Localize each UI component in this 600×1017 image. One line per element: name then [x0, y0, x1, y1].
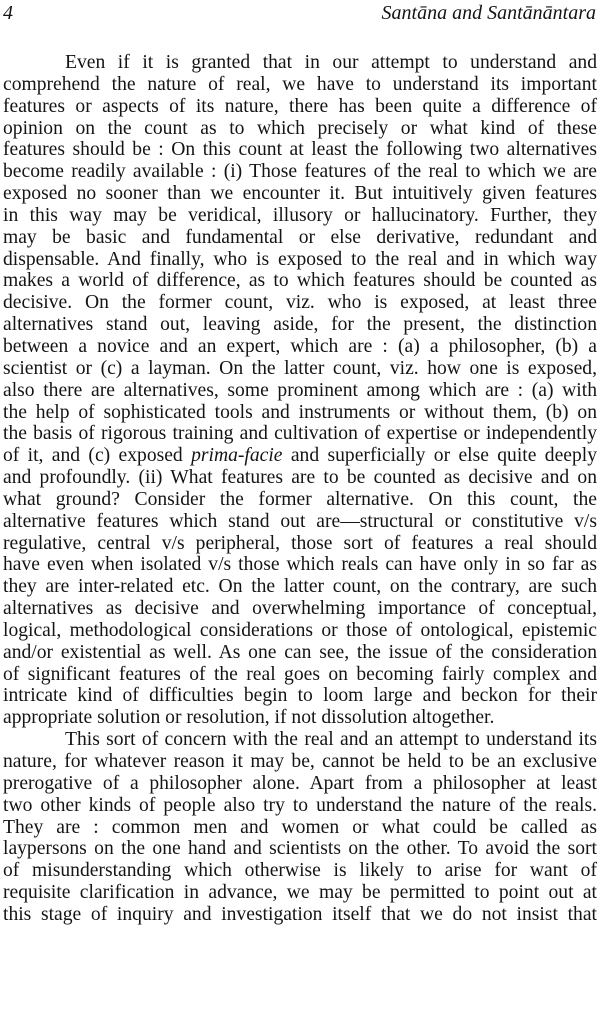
text-line: decisive. On the former count, viz. who is exposed, at least three	[3, 292, 597, 314]
page-number: 4	[3, 2, 13, 24]
text-line: and profoundly. (ii) What features are to be counted as decisive and on	[3, 467, 597, 489]
text-line: between a novice and an expert, which are : (a) a philosopher, (b) a	[3, 335, 597, 357]
text-line: This sort of concern with the real and an attempt to understand its	[65, 729, 597, 751]
text-line: in this way may be veridical, illusory or hallucinatory. Further, they	[3, 204, 597, 226]
text-line: may be basic and fundamental or else derivative, redundant and	[3, 226, 597, 248]
text-line: two other kinds of people also try to understand the nature of the reals.	[3, 794, 597, 816]
text-line: dispensable. And finally, who is exposed to the real and in which way	[3, 248, 597, 270]
text-line: and/or existential as well. As one can see, the issue of the consideration	[3, 641, 597, 663]
text-line: of misunderstanding which otherwise is likely to arise for want of	[3, 860, 597, 882]
text-line: logical, methodological considerations or those of ontological, epistemic	[3, 619, 597, 641]
text-line: what ground? Consider the former alternative. On this count, the	[3, 488, 597, 510]
text-line: this stage of inquiry and investigation itself that we do not insist that	[3, 903, 597, 925]
text-line: requisite clarification in advance, we may be permitted to point out at	[3, 882, 597, 904]
text-line: they are inter-related etc. On the latter count, on the contrary, are such	[3, 576, 597, 598]
text-line: the basis of rigorous training and cultivation of expertise or independently	[3, 423, 597, 445]
text-line: prerogative of a philosopher alone. Apart from a philosopher at least	[3, 772, 597, 794]
text-line: opinion on the count as to which precisely or what kind of these	[3, 117, 597, 139]
text-line: intricate kind of difficulties begin to loom large and beckon for their	[3, 685, 597, 707]
text-line: scientist or (c) a layman. On the latter count, viz. how one is exposed,	[3, 357, 597, 379]
text-line: of it, and (c) exposed prima-facie and superficially or else quite deeply	[3, 445, 598, 467]
text-line: the help of sophisticated tools and instruments or without them, (b) on	[3, 401, 597, 423]
text-line: regulative, central v/s peripheral, those sort of features a real should	[3, 532, 597, 554]
text-line: makes a world of difference, as to which features should be counted as	[3, 270, 597, 292]
italic-term: prima-facie	[191, 445, 283, 467]
body-text	[3, 52, 597, 926]
text-line: laypersons on the one hand and scientists on the other. To avoid the sort	[3, 838, 597, 860]
text-line: also there are alternatives, some prominent among which are : (a) with	[3, 379, 597, 401]
running-title: Santāna and Santānāntara	[381, 2, 596, 24]
text-line: Even if it is granted that in our attempt to understand and	[65, 52, 597, 73]
text-line: They are : common men and women or what could be called as	[3, 816, 597, 838]
text-line: of significant features of the real goes on becoming fairly complex and	[3, 663, 597, 685]
text-line: appropriate solution or resolution, if not dissolution altogether.	[3, 707, 495, 729]
running-head	[0, 0, 600, 30]
text-line: become readily available : (i) Those features of the real to which we are	[3, 161, 597, 183]
text-line: alternative features which stand out are—structural or constitutive v/s	[3, 510, 597, 532]
text-line: features or aspects of its nature, there has been quite a difference of	[3, 95, 597, 117]
text-line: nature, for whatever reason it may be, cannot be held to be an exclusive	[3, 751, 597, 772]
text-line: alternatives as decisive and overwhelming importance of conceptual,	[3, 598, 597, 620]
text-line: comprehend the nature of real, we have to understand its important	[3, 73, 597, 95]
text-line: features should be : On this count at least the following two alternatives	[3, 139, 597, 161]
text-line: exposed no sooner than we encounter it. But intuitively given features	[3, 183, 597, 205]
text-line: have even when isolated v/s those which reals can have only in so far as	[3, 554, 597, 576]
text-line: alternatives stand out, leaving aside, for the present, the distinction	[3, 314, 597, 336]
